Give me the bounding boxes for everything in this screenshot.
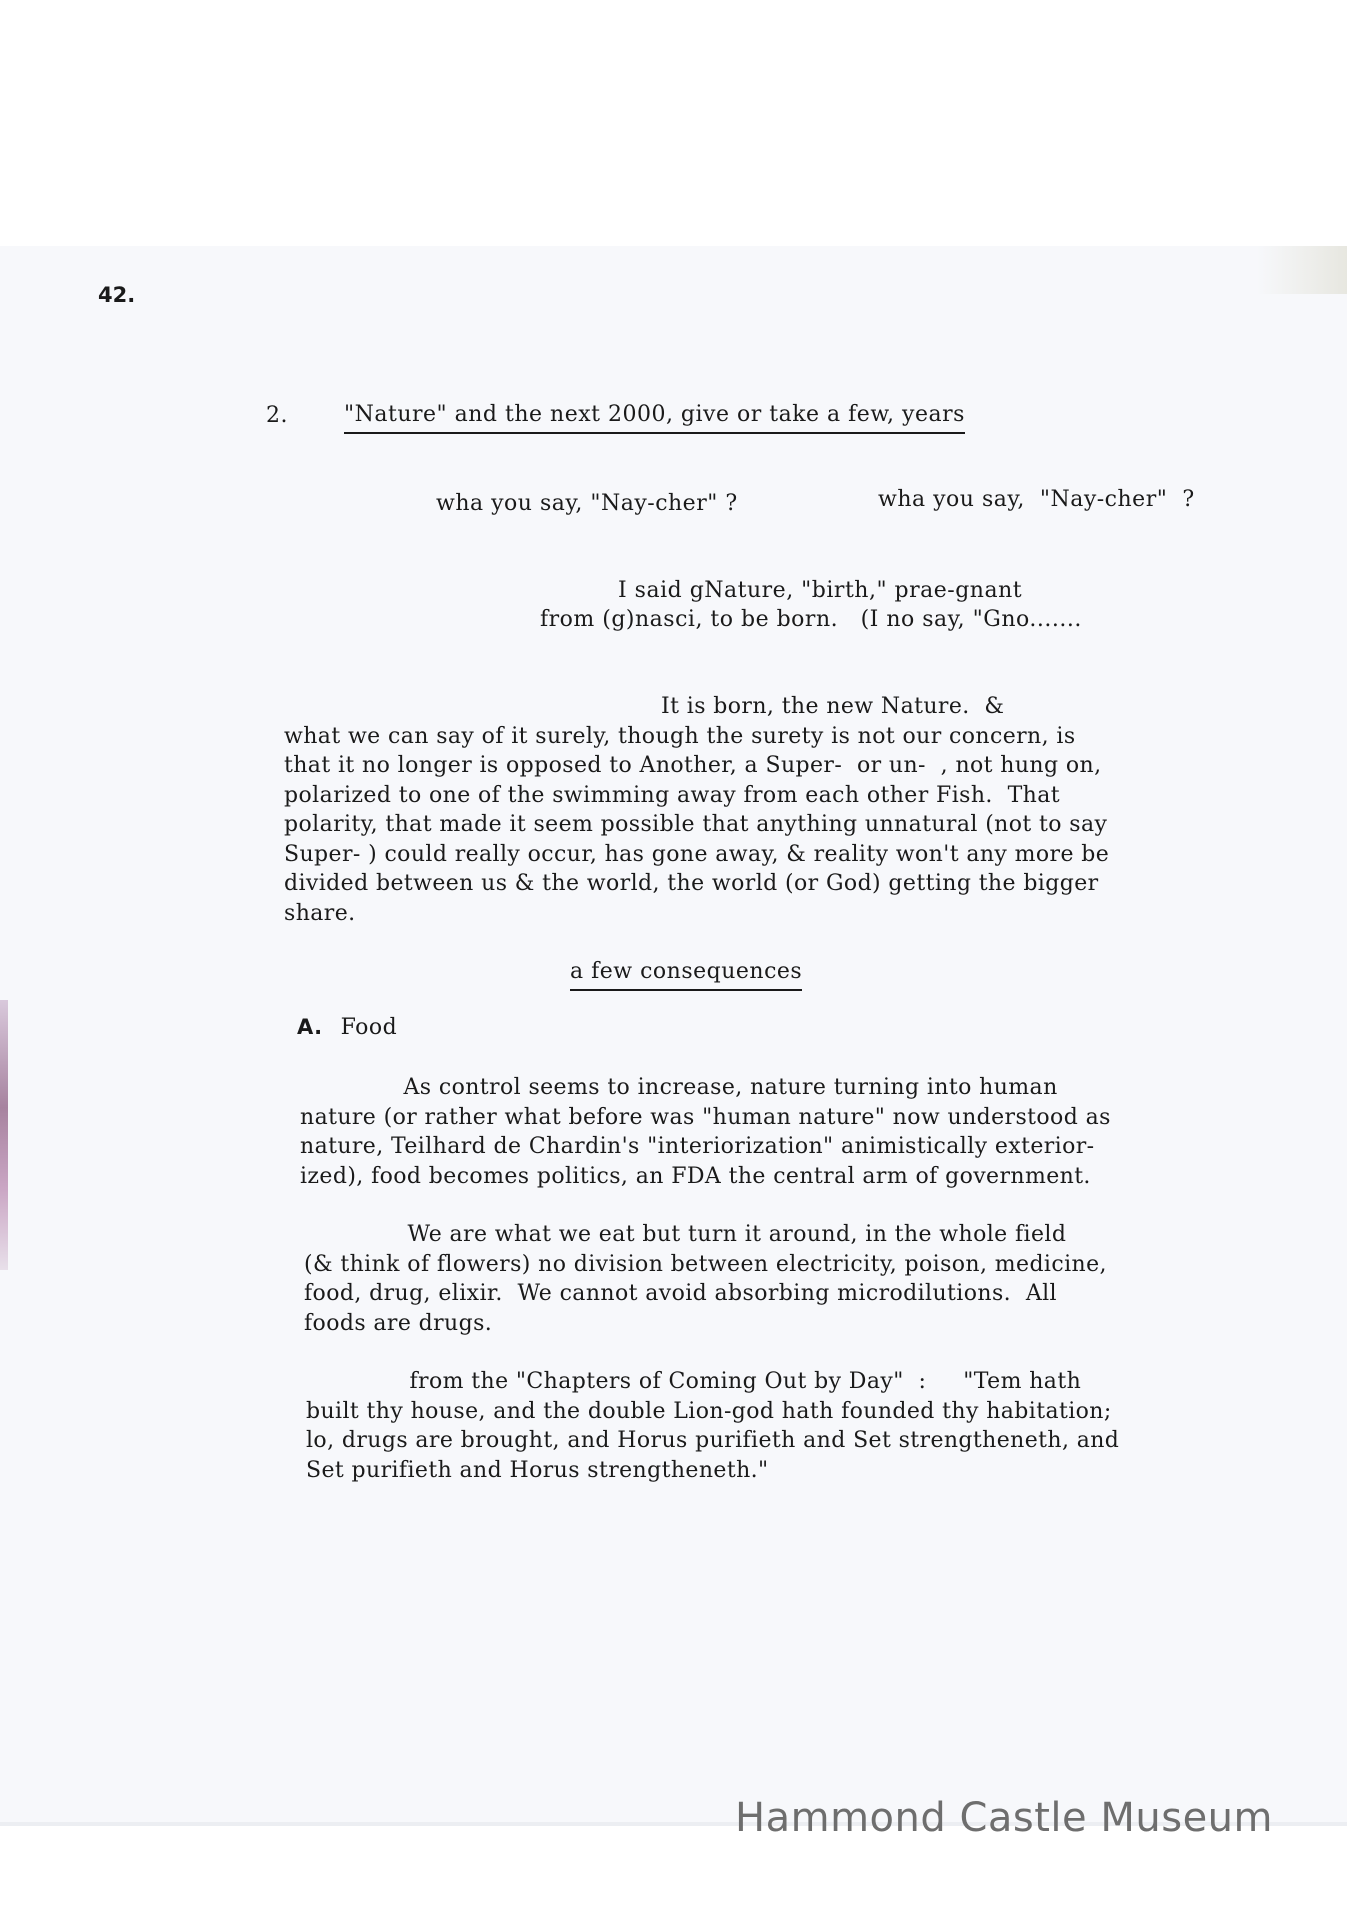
gnature-line-2: from (g)nasci, to be born. (I no say, "Gno....... xyxy=(540,607,1082,632)
paragraph-line: from the "Chapters of Coming Out by Day" : "Tem hath xyxy=(306,1369,1082,1394)
paragraph-line: what we can say of it surely, though the surety is not our concern, is xyxy=(284,723,1076,749)
paragraph-line: We are what we eat but turn it around, in the whole field xyxy=(304,1222,1067,1247)
food-heading xyxy=(297,1013,397,1042)
left-edge-stain xyxy=(0,1000,8,1270)
nature-paragraph xyxy=(284,692,1109,928)
section-title: "Nature" and the next 2000, give or take a few, years xyxy=(344,400,965,434)
museum-watermark: Hammond Castle Museum xyxy=(735,1795,1273,1841)
paragraph-line: divided between us & the world, the world (or God) getting the bigger xyxy=(284,871,1099,896)
paragraph-line: share. xyxy=(284,900,356,926)
paragraph-line: polarity, that made it seem possible that anything unnatural (not to say xyxy=(284,812,1108,837)
paragraph-line: As control seems to increase, nature turning into human xyxy=(300,1075,1058,1100)
page-number: 42. xyxy=(98,283,136,307)
gnature-line-1: I said gNature, "birth," prae-gnant xyxy=(618,578,1023,603)
eat-paragraph xyxy=(304,1220,1107,1338)
dialogue-left: wha you say, "Nay-cher" ? xyxy=(436,491,738,516)
paragraph-line: Set purifieth and Horus strengtheneth." xyxy=(306,1457,769,1483)
paragraph-line: lo, drugs are brought, and Horus purifieth and Set strengtheneth, and xyxy=(306,1428,1120,1453)
paragraph-line: polarized to one of the swimming away from each other Fish. That xyxy=(284,782,1060,808)
paragraph-line: built thy house, and the double Lion-god hath founded thy habitation; xyxy=(306,1398,1112,1424)
chapters-paragraph xyxy=(306,1367,1119,1485)
section-number: 2. xyxy=(266,403,288,428)
subheading: a few consequences xyxy=(570,957,802,991)
paragraph-line: that it no longer is opposed to Another, a Super- or un- , not hung on, xyxy=(284,753,1102,778)
control-paragraph xyxy=(300,1073,1111,1191)
paragraph-line: foods are drugs. xyxy=(304,1310,493,1336)
paragraph-line: food, drug, elixir. We cannot avoid absorbing microdilutions. All xyxy=(304,1281,1057,1306)
paragraph-line: Super- ) could really occur, has gone away, & reality won't any more be xyxy=(284,841,1110,867)
paragraph-line: nature (or rather what before was "human nature" now understood as xyxy=(300,1104,1111,1130)
food-title: Food xyxy=(340,1015,398,1040)
food-label: A. xyxy=(297,1015,323,1039)
page-sheet xyxy=(0,246,1347,1826)
paragraph-line: It is born, the new Nature. & xyxy=(284,694,1005,719)
paragraph-line: nature, Teilhard de Chardin's "interiorization" animistically exterior- xyxy=(300,1134,1095,1159)
corner-shadow xyxy=(1257,246,1347,294)
paragraph-line: ized), food becomes politics, an FDA the central arm of government. xyxy=(300,1163,1091,1189)
paragraph-line: (& think of flowers) no division between electricity, poison, medicine, xyxy=(304,1251,1107,1277)
dialogue-right: wha you say, "Nay-cher" ? xyxy=(878,487,1195,512)
